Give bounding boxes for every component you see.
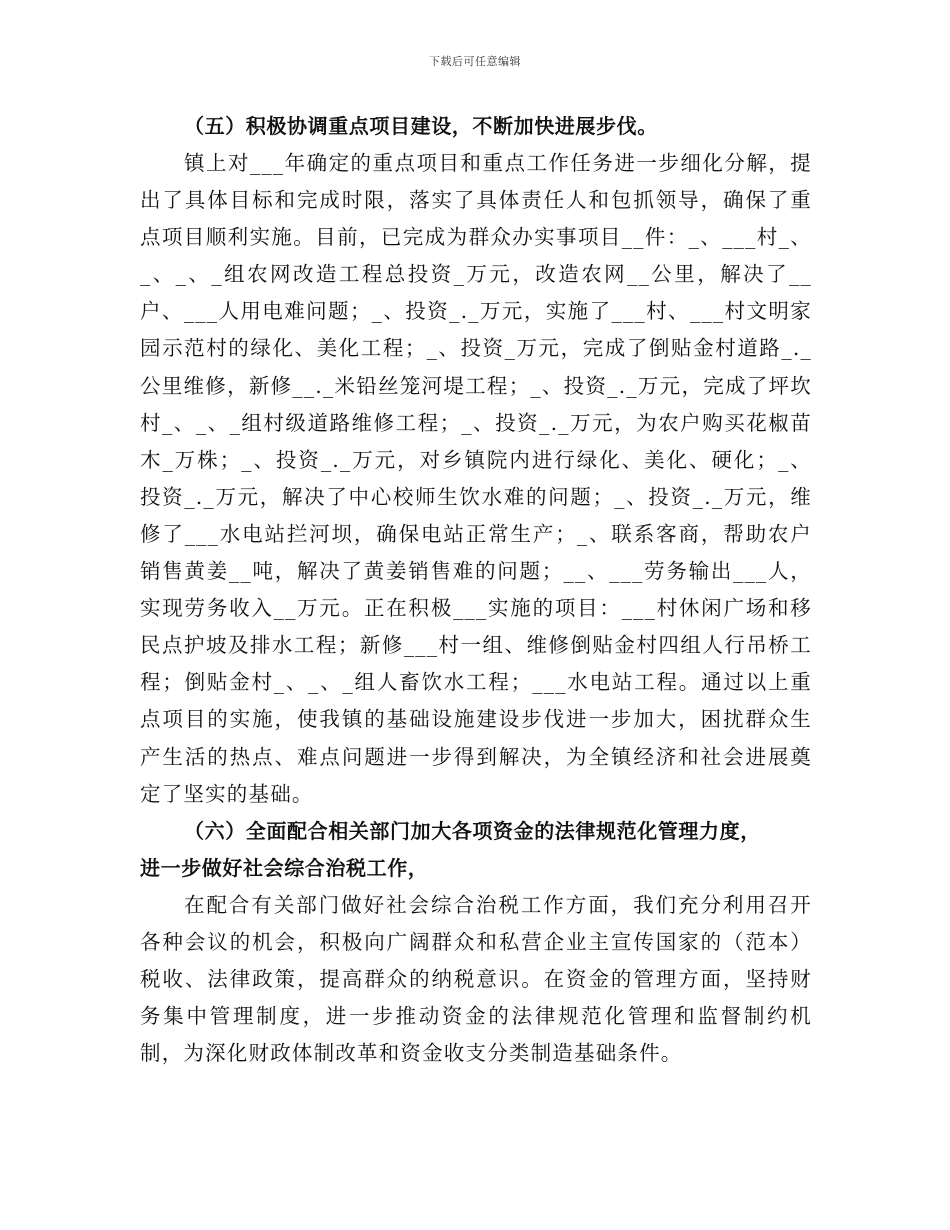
section-5-paragraph: 镇上对___年确定的重点项目和重点工作任务进一步细化分解，提出了具体目标和完成时限，落实了具体责任人和包抓领导，确保了重点项目顺利实施。目前，已完成为群众办实事项目__件：_、___村_、_、_、_组农网改造工程总投资_万元，改造农网__公里，解决了__户、___人用电难问题；_、投资_._万元，实施了___村、___村文明家园示范村的绿化、美化工程；_、投资_万元，完成了倒贴金村道路_._公里维修，新修__._米铅丝笼河堤工程；_、投资_._万元，完成了坪坎村_、_、_组村级道路维修工程；_、投资_._万元，为农户购买花椒苗木_万株；_、投资_._万元，对乡镇院内进行绿化、美化、硬化；_、投资_._万元，解决了中心校师生饮水难的问题；_、投资_._万元，维修了___水电站拦河坝，确保电站正常生产；_、联系客商，帮助农户销售黄姜__吨，解决了黄姜销售难的问题；__、___劳务输出___人，实现劳务收入__万元。正在积极___实施的项目：___村休闲广场和移民点护坡及排水工程；新修___村一组、维修倒贴金村四组人行吊桥工程；倒贴金村_、_、_组人畜饮水工程；___水电站工程。通过以上重点项目的实施，使我镇的基础设施建设步伐进一步加大，困扰群众生产生活的热点、难点问题进一步得到解决，为全镇经济和社会进展奠定了坚实的基础。 bbox=[140, 151, 812, 806]
section-6-paragraph: 在配合有关部门做好社会综合治税工作方面，我们充分利用召开各种会议的机会，积极向广阔群众和私营企业主宣传国家的（范本）税收、法律政策，提高群众的纳税意识。在资金的管理方面，坚持财务集中管理制度，进一步推动资金的法律规范化管理和监督制约机制，为深化财政体制改革和资金收支分类制造基础条件。 bbox=[140, 892, 812, 1066]
section-6-heading-line2: 进一步做好社会综合治税工作， bbox=[140, 855, 429, 880]
page-header-note: 下载后可任意编辑 bbox=[429, 55, 521, 68]
section-6-heading-line1: （六）全面配合相关部门加大各项资金的法律规范化管理力度， bbox=[184, 818, 761, 843]
section-5-heading: （五）积极协调重点项目建设，不断加快进展步伐。 bbox=[184, 114, 658, 138]
document-body bbox=[140, 108, 812, 1072]
